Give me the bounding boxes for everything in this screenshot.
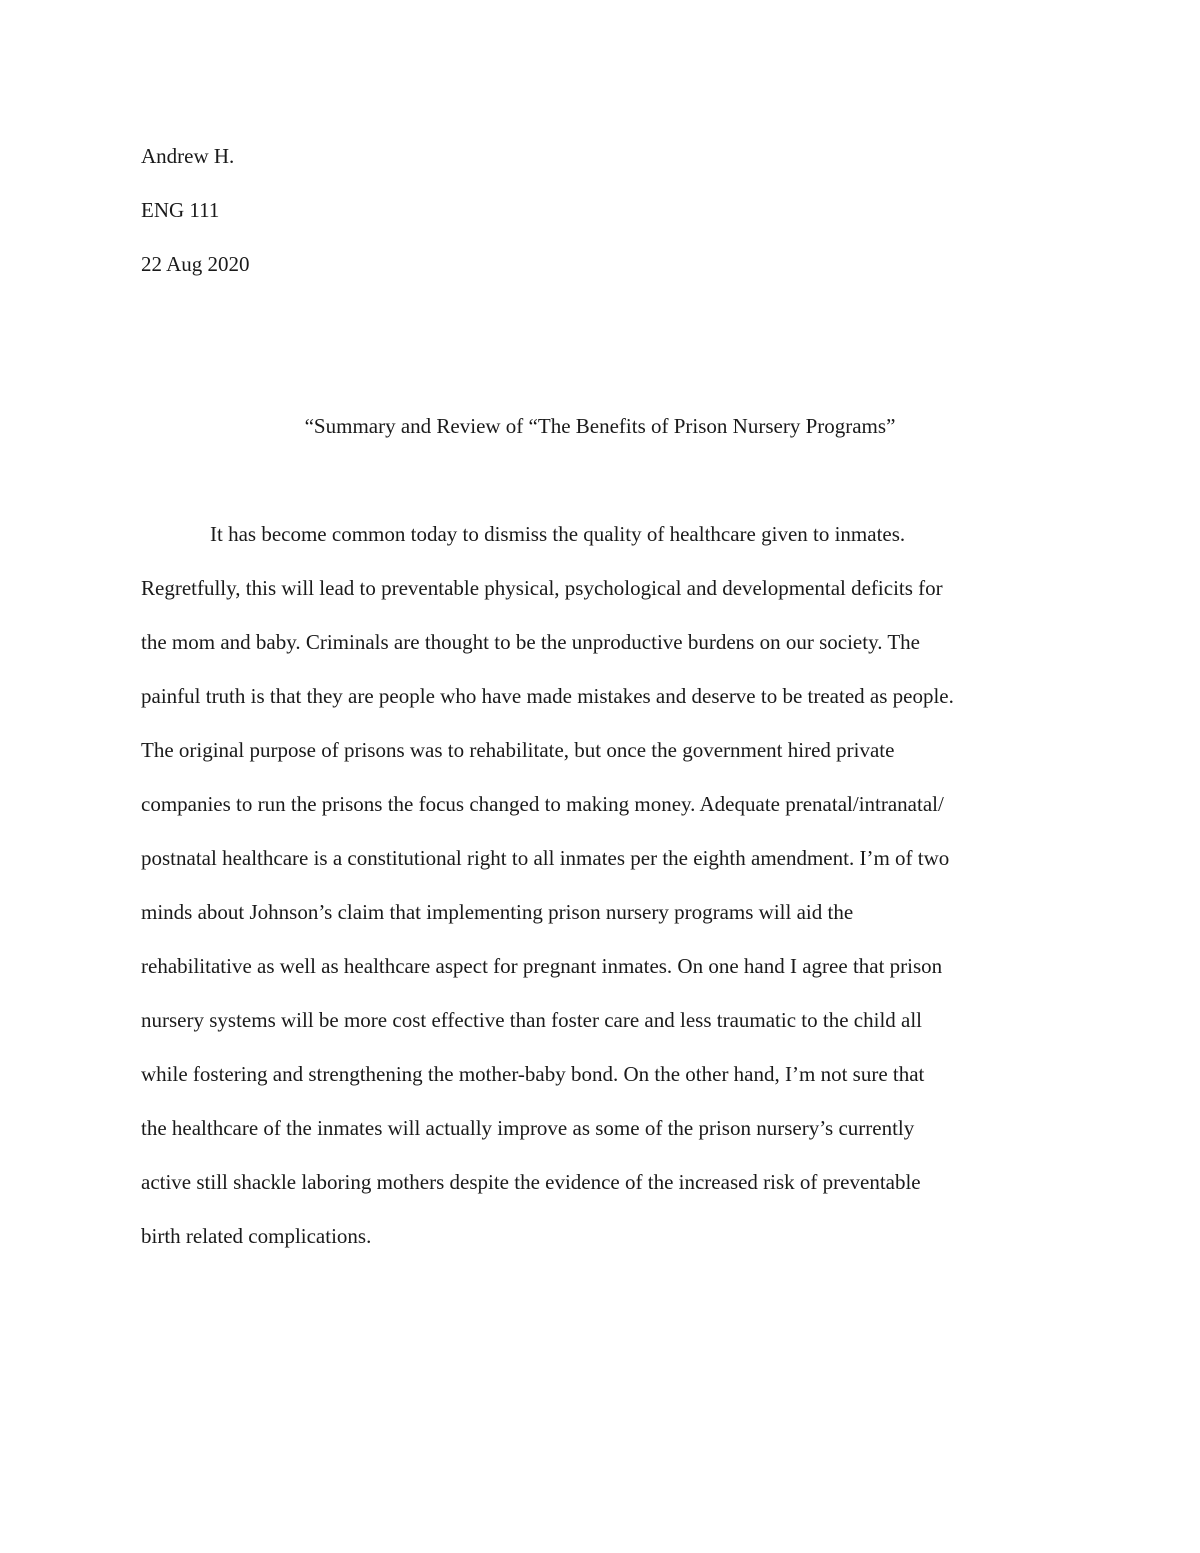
- course-name: ENG 111: [141, 198, 220, 222]
- body-line: companies to run the prisons the focus changed to making money. Adequate prenatal/intranatal/: [141, 792, 944, 816]
- body-line: Regretfully, this will lead to preventable physical, psychological and developmental deficits for: [141, 576, 943, 600]
- body-line: nursery systems will be more cost effective than foster care and less traumatic to the child all: [141, 1008, 923, 1032]
- author-name: Andrew H.: [141, 144, 235, 168]
- body-line: It has become common today to dismiss the quality of healthcare given to inmates.: [210, 522, 906, 546]
- body-line: painful truth is that they are people who have made mistakes and deserve to be treated as people.: [141, 684, 954, 708]
- body-line: active still shackle laboring mothers despite the evidence of the increased risk of preventable: [141, 1170, 921, 1194]
- body-line: the healthcare of the inmates will actually improve as some of the prison nursery’s currently: [141, 1116, 915, 1140]
- body-line: the mom and baby. Criminals are thought to be the unproductive burdens on our society. The: [141, 630, 920, 654]
- body-line: while fostering and strengthening the mother-baby bond. On the other hand, I’m not sure that: [141, 1062, 925, 1086]
- body-line: birth related complications.: [141, 1224, 372, 1248]
- body-line: The original purpose of prisons was to rehabilitate, but once the government hired private: [141, 738, 895, 762]
- body-line: rehabilitative as well as healthcare aspect for pregnant inmates. On one hand I agree that prison: [141, 954, 943, 978]
- document-date: 22 Aug 2020: [141, 252, 250, 276]
- body-line: postnatal healthcare is a constitutional right to all inmates per the eighth amendment. I’m of two: [141, 846, 950, 870]
- body-line: minds about Johnson’s claim that implementing prison nursery programs will aid the: [141, 900, 854, 924]
- document-title: “Summary and Review of “The Benefits of Prison Nursery Programs”: [304, 414, 896, 438]
